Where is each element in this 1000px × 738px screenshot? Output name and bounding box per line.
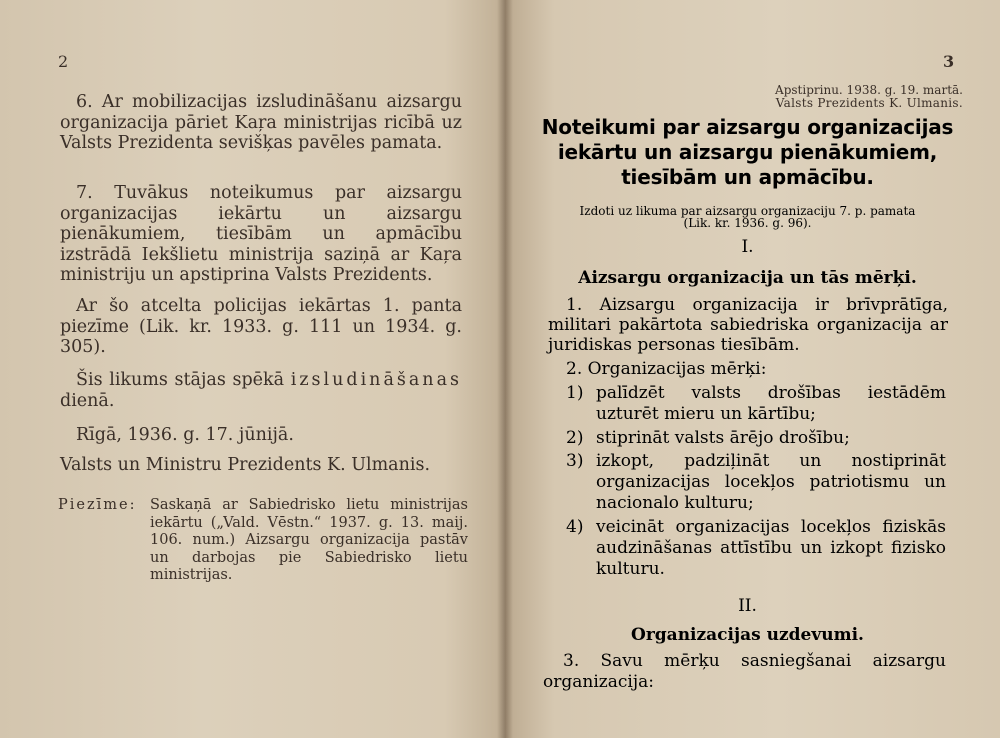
section-1-heading: Aizsargu organizacija un tās mērķi. <box>578 268 917 288</box>
issued-line-2: (Lik. kr. 1936. g. 96). <box>683 216 812 230</box>
in-force-spaced-word: izsludināšanas <box>290 370 462 390</box>
paragraph-1: 1. Aizsargu organizacija ir brīvprātīga, militari pakārtota sabiedriska organizacija ar juridiskas personas tiesībām. <box>548 295 948 355</box>
goal-text-4: veicināt organizacijas locekļos fiziskās audzināšanas attīstību un izkopt fizisko kulturu. <box>596 517 946 579</box>
page-number-right: 3 <box>943 52 955 71</box>
paragraph-6: 6. Ar mobilizacijas izsludināšanu aizsargu organizacija pāriet Kaŗa ministrijas ricībā uz Valsts Prezidenta sevišķas pavēles pamata. <box>60 92 462 153</box>
signature: Valsts un Ministru Prezidents K. Ulmanis. <box>60 455 431 475</box>
paragraph-repeal: Ar šo atcelta policijas iekārtas 1. panta piezīme (Lik. kr. 1933. g. 111 un 1934. g. 305). <box>60 296 462 357</box>
section-2-numeral: II. <box>738 596 757 616</box>
goal-text-1: palīdzēt valsts drošības iestādēm uzturēt mieru un kārtību; <box>596 383 946 424</box>
section-2-heading: Organizacijas uzdevumi. <box>631 625 864 645</box>
paragraph-2: 2. Organizacijas mērķi: <box>566 359 767 379</box>
document-title: Noteikumi par aizsargu organizacijas iekārtu un aizsargu pienākumiem, tiesībām un apmācību. <box>541 115 954 189</box>
paragraph-3: 3. Savu mērķu sasniegšanai aizsargu organizacija: <box>543 651 946 692</box>
goal-number-4: 4) <box>566 517 584 537</box>
paragraph-in-force <box>60 370 462 411</box>
approval-line-1: Apstiprinu. 1938. g. 19. martā. <box>775 83 963 97</box>
goal-number-2: 2) <box>566 428 584 448</box>
paragraph-7: 7. Tuvākus noteikumus par aizsargu organizacijas iekārtu un aizsargu pienākumiem, tiesībām un apmācību izstrādā Iekšlietu ministrija saziņā ar Kaŗa ministriju un apstiprina Valsts Prezidents. <box>60 183 462 285</box>
goal-number-1: 1) <box>566 383 584 403</box>
place-date: Rīgā, 1936. g. 17. jūnijā. <box>76 425 294 445</box>
page-number-left: 2 <box>58 52 69 71</box>
goal-text-3: izkopt, padziļināt un nostiprināt organizacijas locekļos patriotismu un nacionalo kulturu; <box>596 451 946 513</box>
note-text: Saskaņā ar Sabiedrisko lietu ministrijas iekārtu („Vald. Vēstn.“ 1937. g. 13. maij. 106. num.) Aizsargu organizacija pastāv un darbojas pie Sabiedrisko lietu ministrijas. <box>150 497 468 583</box>
goal-text-2: stiprināt valsts ārējo drošību; <box>596 428 850 448</box>
book-gutter <box>497 0 513 738</box>
approval-line-2: Valsts Prezidents K. Ulmanis. <box>775 96 963 110</box>
issued-line-1: Izdoti uz likuma par aizsargu organizaciju 7. p. pamata <box>579 204 916 218</box>
in-force-text-b: dienā. <box>60 390 115 411</box>
note-label: Piezīme: <box>58 497 137 513</box>
in-force-text-a: Šis likums stājas spēkā <box>76 370 285 390</box>
goal-number-3: 3) <box>566 451 584 471</box>
section-1-numeral: I. <box>741 237 754 257</box>
